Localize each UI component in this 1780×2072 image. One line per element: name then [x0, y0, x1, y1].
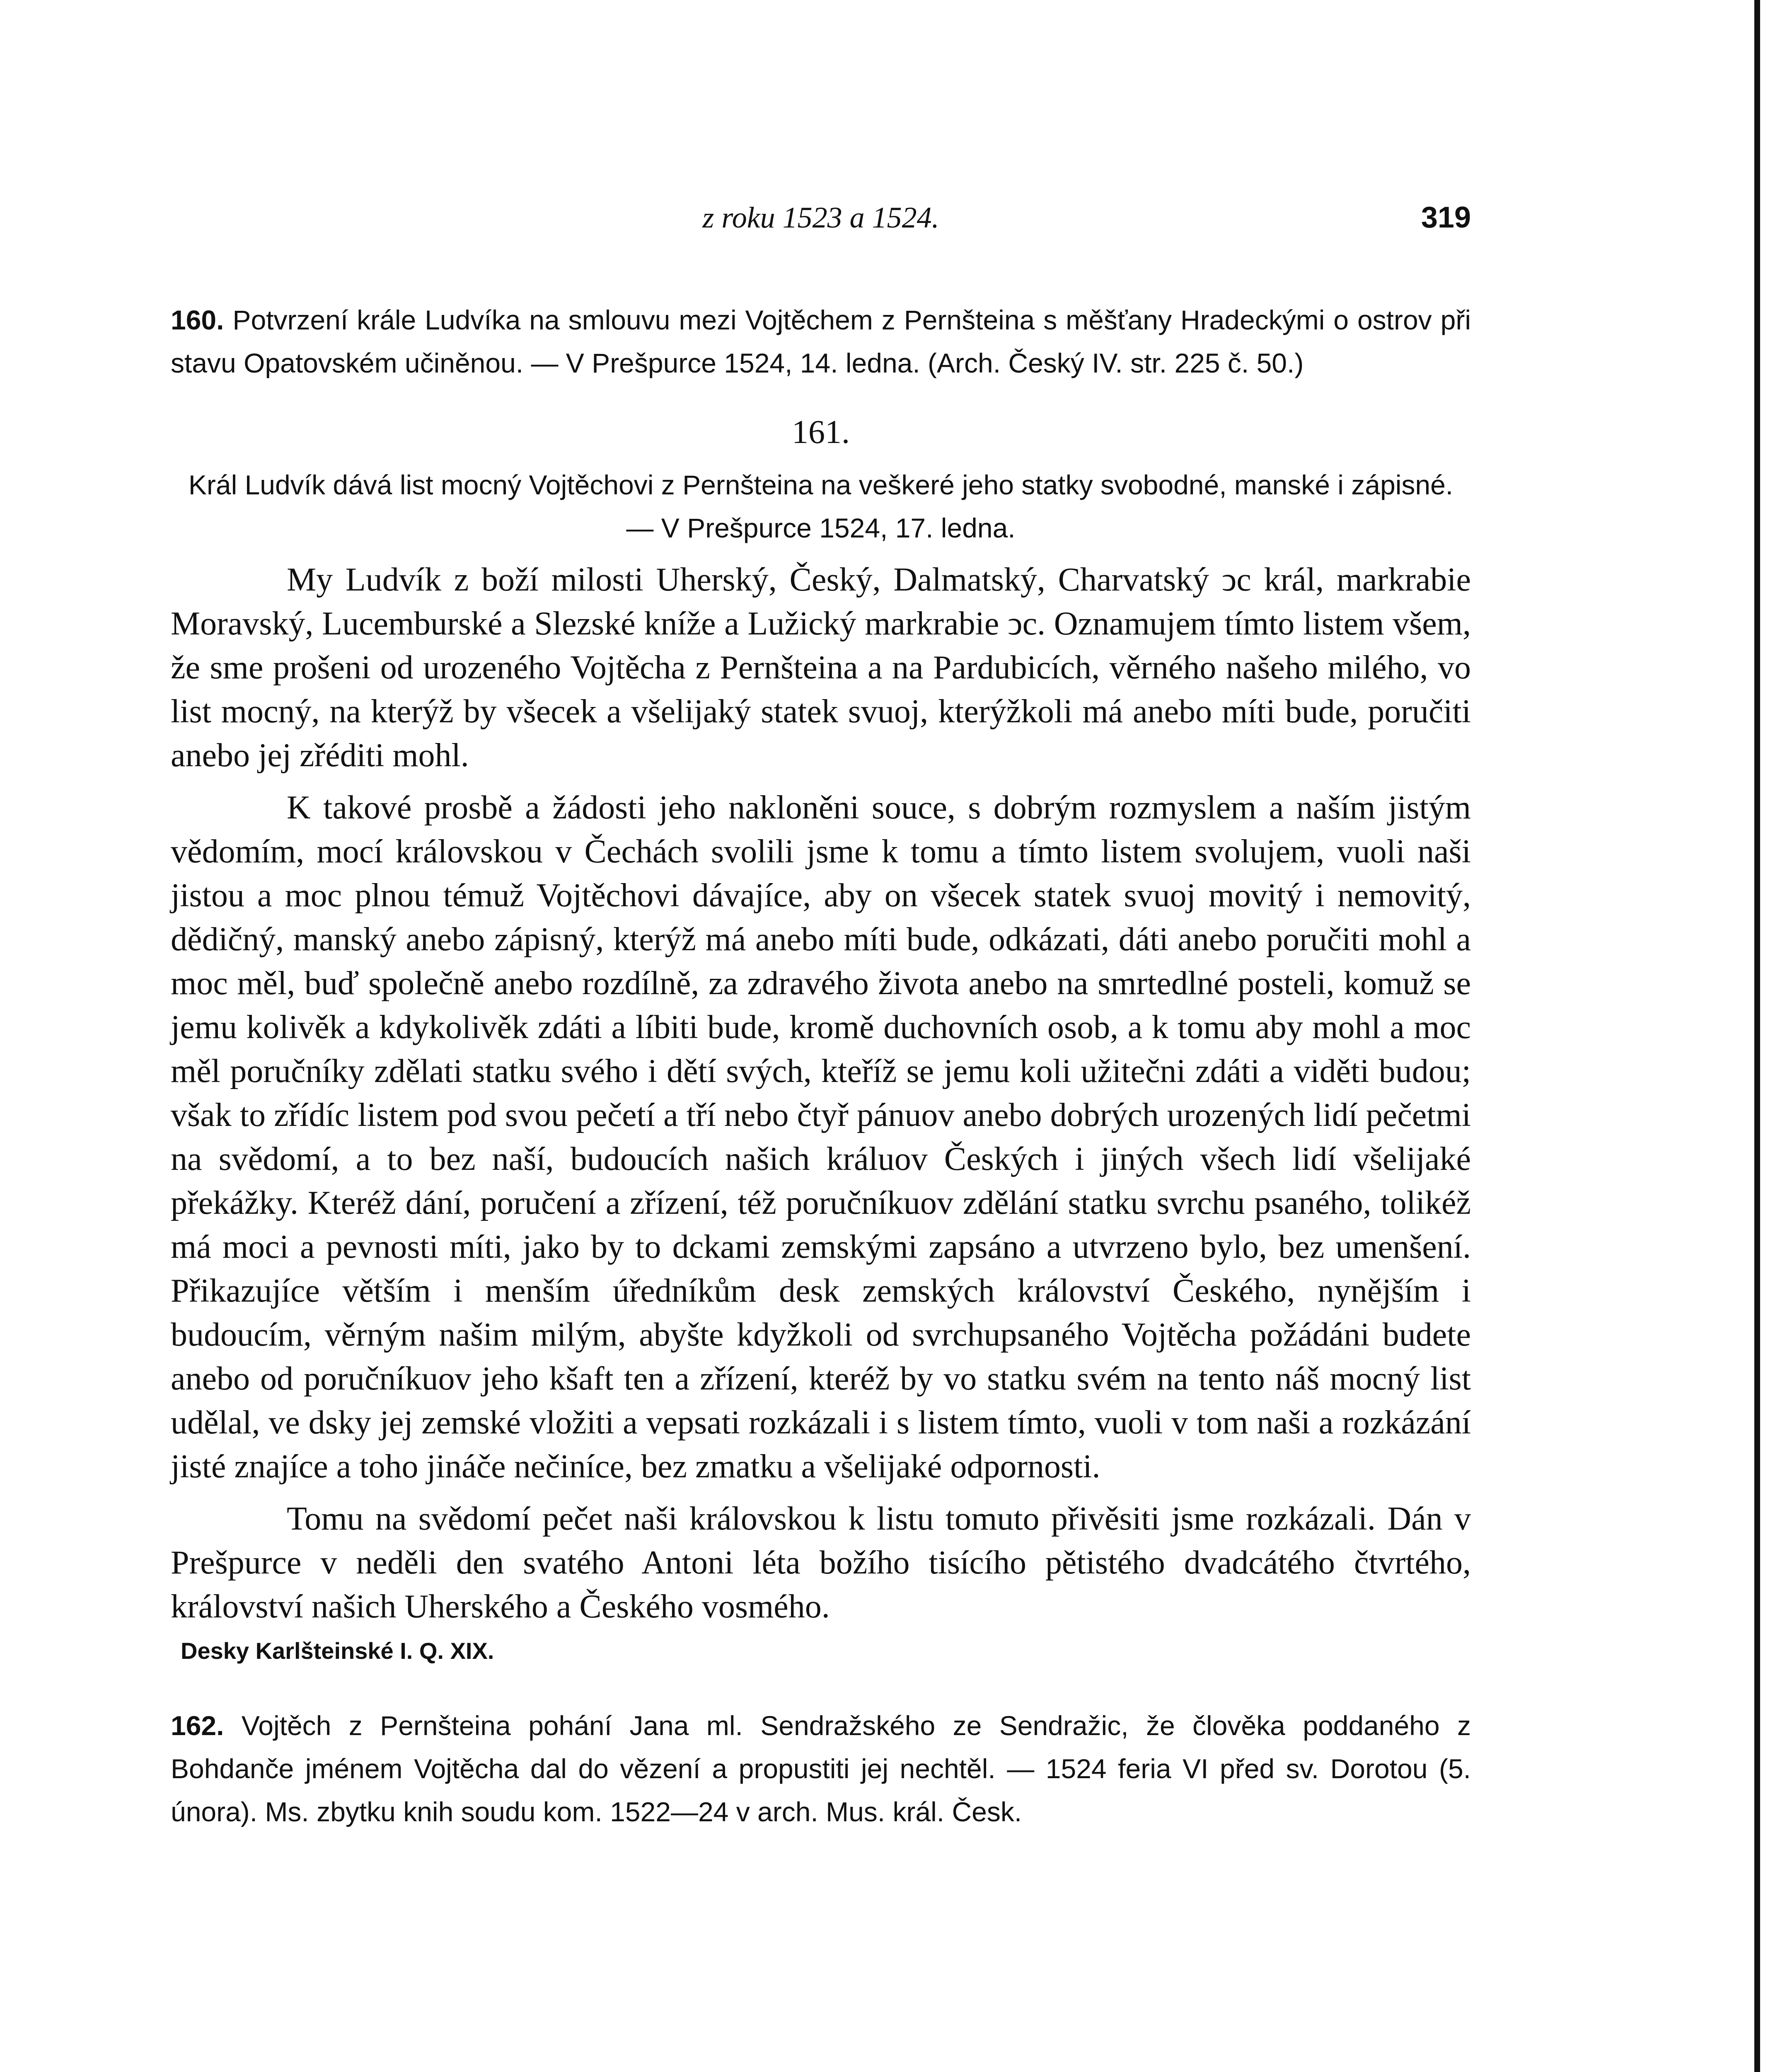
book-page [171, 195, 1471, 1833]
entry-161-paragraph-3: Tomu na svědomí pečet naši královskou k listu tomuto přivěsiti jsme rozkázali. Dán v Prešpurce v neděli den svatého Antoni léta božího tisícího pětistého dvadcátého čtvrtého, království našich Uherského a Českého vosmého. [171, 1501, 1471, 1625]
entry-161-source: Desky Karlšteinské I. Q. XIX. [181, 1638, 494, 1664]
entry-162 [171, 1704, 1471, 1833]
entry-160-text: Potvrzení krále Ludvíka na smlouvu mezi Vojtěchem z Pernšteina s měšťany Hradeckými o ostrov při stavu Opatovském učiněnou. — V Prešpurce 1524, 14. ledna. (Arch. Český IV. str. 225 č. 50.) [171, 305, 1471, 378]
running-head: z roku 1523 a 1524. [702, 201, 939, 234]
entry-161-paragraph-2: K takové prosbě a žádosti jeho nakloněni souce, s dobrým rozmyslem a naším jistým vědomím, mocí královskou v Čechách svolili jsme k tomu a tímto listem svolujem, vuoli naši jistou a moc plnou témuž Vojtěchovi dávajíce, aby on všecek statek svuoj movitý i nemovitý, dědičný, manský anebo zápisný, kterýž má anebo míti bude, odkázati, dáti anebo poručiti mohl a moc měl, buď společně anebo rozdílně, za zdravého života anebo na smrtedlné posteli, komuž se jemu kolivěk a kdykolivěk zdáti a líbiti bude, kromě duchovních osob, a k tomu aby mohl a moc měl poručníky zdělati statku svého i dětí svých, kteříž se jemu koli užitečni zdáti a viděti budou; však to zřídíc listem pod svou pečetí a tří nebo čtyř pánuov anebo dobrých urozených lidí pečetmi na svědomí, a to bez naší, budoucích našich králuov Českých i jiných všech lidí všelijaké překážky. Kteréž dání, poručení a zřízení, též poručníkuov zdělání statku svrchu psaného, tolikéž má moci a pevnosti míti, jako by to dckami zemskými zapsáno a utvrzeno bylo, bez umenšení. Přikazujíce větším i menším úředníkům desk zemských království Českého, nynějším i budoucím, věrným našim milým, abyšte kdyžkoli od svrchupsaného Vojtěcha požádáni budete anebo od poručníkuov jeho kšaft ten a zřízení, kteréž by vo statku svém na tento náš mocný list udělal, ve dsky jej zemské vložiti a vepsati rozkázali i s listem tímto, vuoli v tom naši a rozkázání jisté znajíce a toho jináče nečiníce, bez zmatku a všelijaké odpornosti. [171, 789, 1471, 1485]
entry-160 [171, 298, 1471, 385]
page-header [171, 195, 1471, 249]
entry-161-regest: Král Ludvík dává list mocný Vojtěchovi z Pernšteina na veškeré jeho statky svobodné, manské i zápisné. — V Prešpurce 1524, 17. ledna. [188, 470, 1454, 543]
entry-162-number: 162. [171, 1710, 224, 1741]
entry-160-number: 160. [171, 305, 224, 335]
page-number: 319 [1421, 201, 1471, 234]
entry-161-number: 161. [792, 414, 850, 450]
entry-162-text: Vojtěch z Pernšteina pohání Jana ml. Sendražského ze Sendražic, že člověka poddaného z Bohdanče jménem Vojtěcha dal do vězení a propustiti jej nechtěl. — 1524 feria VI před sv. Dorotou (5. února). Ms. zbytku knih soudu kom. 1522—24 v arch. Mus. král. Česk. [171, 1710, 1471, 1827]
entry-161-paragraph-1: My Ludvík z boží milosti Uherský, Český, Dalmatský, Charvatský ↄc král, markrabie Moravský, Lucemburské a Slezské kníže a Lužický markrabie ↄc. Oznamujem tímto listem všem, že sme prošeni od urozeného Vojtěcha z Pernšteina a na Pardubicích, věrného našeho milého, vo list mocný, na kterýž by všecek a všelijaký statek svuoj, kterýžkoli má anebo míti bude, poručiti anebo jej zřéditi mohl. [171, 562, 1471, 774]
scan-frame-edge [1754, 0, 1760, 2072]
